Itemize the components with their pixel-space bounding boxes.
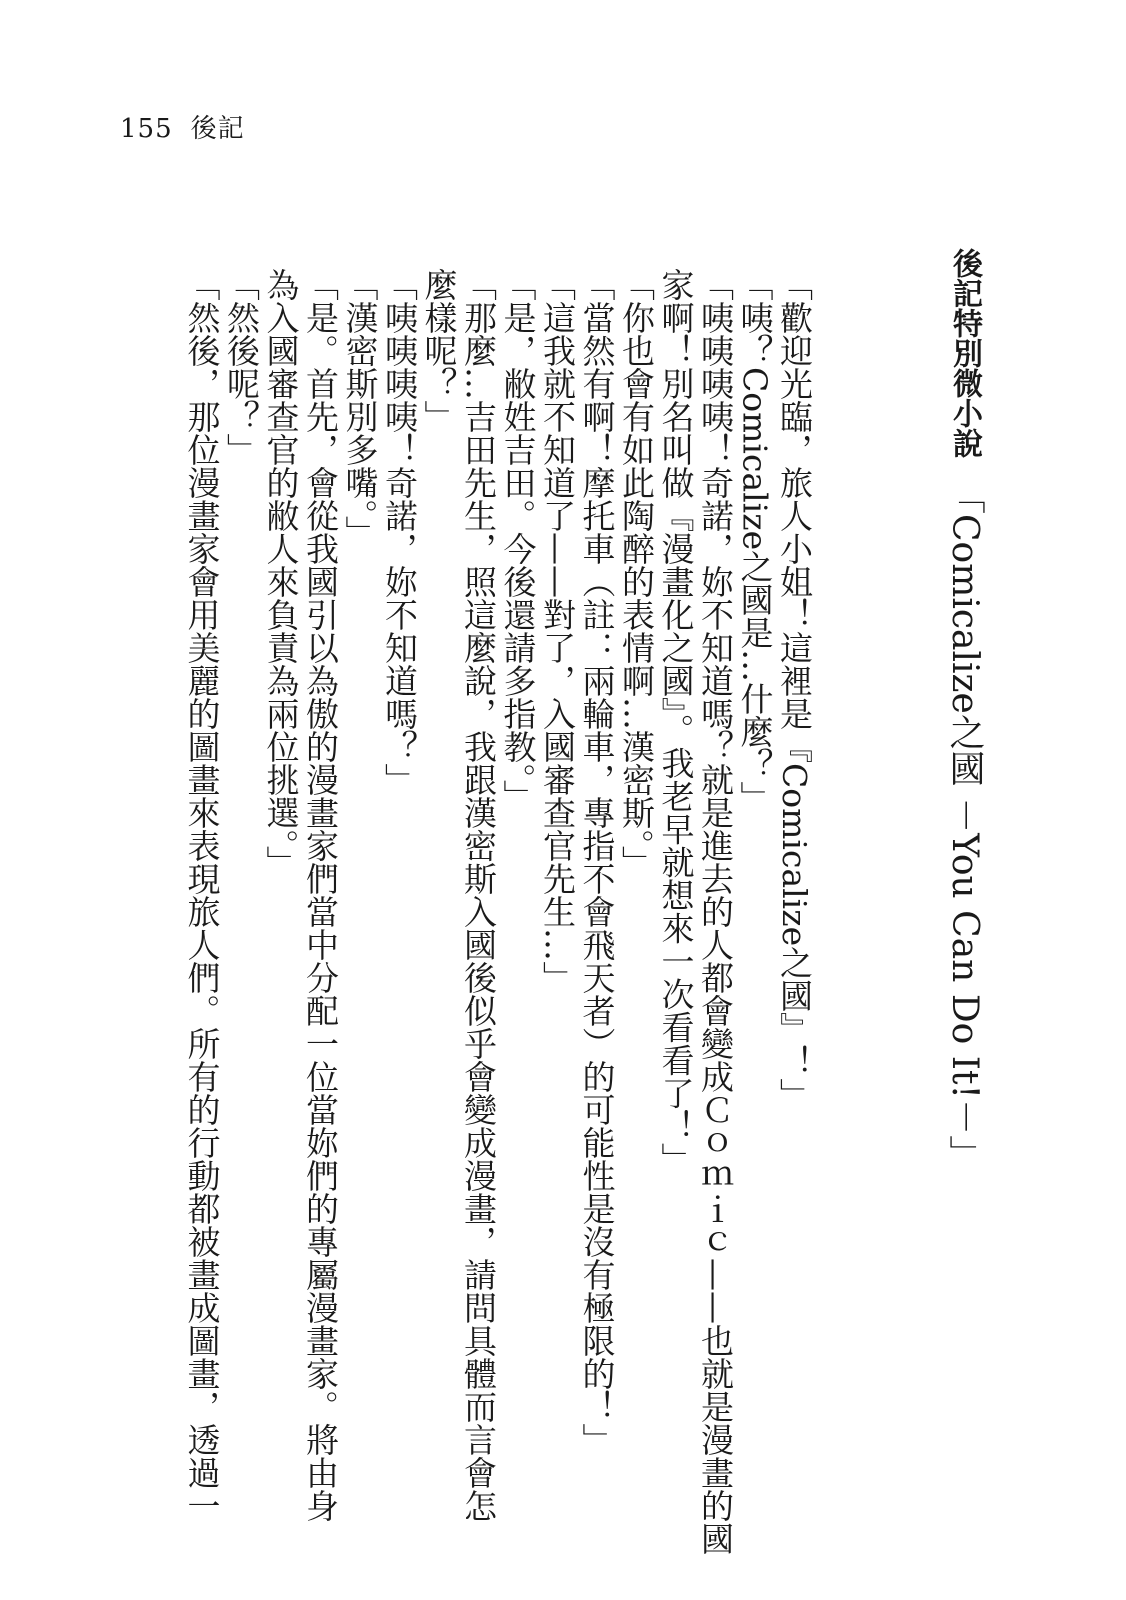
text-line: 為入國審查官的敝人來負責為兩位挑選。」 xyxy=(261,268,301,879)
page-number: 155 xyxy=(120,114,173,144)
section-name: 後記 xyxy=(190,114,245,144)
text-line: 「然後呢？」 xyxy=(222,268,261,466)
story-name: 「Comicalize之國 －You Can Do It!－」 xyxy=(944,478,985,1171)
text-line: 「歡迎光臨，旅人小姐！這裡是『Comicalize之國』！」 xyxy=(775,268,814,1112)
text-line: 麼樣呢？」 xyxy=(419,268,459,433)
page-header xyxy=(120,108,263,145)
text-line: 「漢密斯別多嘴。」 xyxy=(340,268,380,549)
text-line: 「你也會有如此陶醉的表情啊…漢密斯。」 xyxy=(617,268,656,879)
text-line: 「咦咦咦咦！奇諾，妳不知道嗎？」 xyxy=(380,268,419,796)
story-title xyxy=(942,248,986,1408)
text-line: 「然後，那位漫畫家會用美麗的圖畫來表現旅人們。所有的行動都被畫成圖畫，透過一 xyxy=(182,268,222,1522)
text-line: 「咦咦咦咦！奇諾，妳不知道嗎？就是進去的人都會變成Ｃｏｍｉｃ——也就是漫畫的國 xyxy=(696,268,735,1555)
text-line: 「咦？Comicalize之國是…什麼？」 xyxy=(735,268,775,815)
series-label: 後記特別微小說 xyxy=(947,248,982,458)
body-text xyxy=(182,268,814,1555)
text-line: 「當然有啊！摩托車（註：兩輪車，專指不會飛天者）的可能性是沒有極限的！」 xyxy=(577,268,617,1456)
text-line: 「那麼…吉田先生，照這麼說，我跟漢密斯入國後似乎會變成漫畫，請問具體而言會怎 xyxy=(459,268,498,1522)
text-line: 「是。首先，會從我國引以為傲的漫畫家們當中分配一位當妳們的專屬漫畫家。將由身 xyxy=(301,268,340,1522)
text-line: 「是，敝姓吉田。今後還請多指教。」 xyxy=(498,268,538,813)
text-line: 家啊！別名叫做『漫畫化之國』。我老早就想來一次看看了！」 xyxy=(656,268,696,1176)
text-line: 「這我就不知道了——對了，入國審查官先生…」 xyxy=(538,268,577,994)
